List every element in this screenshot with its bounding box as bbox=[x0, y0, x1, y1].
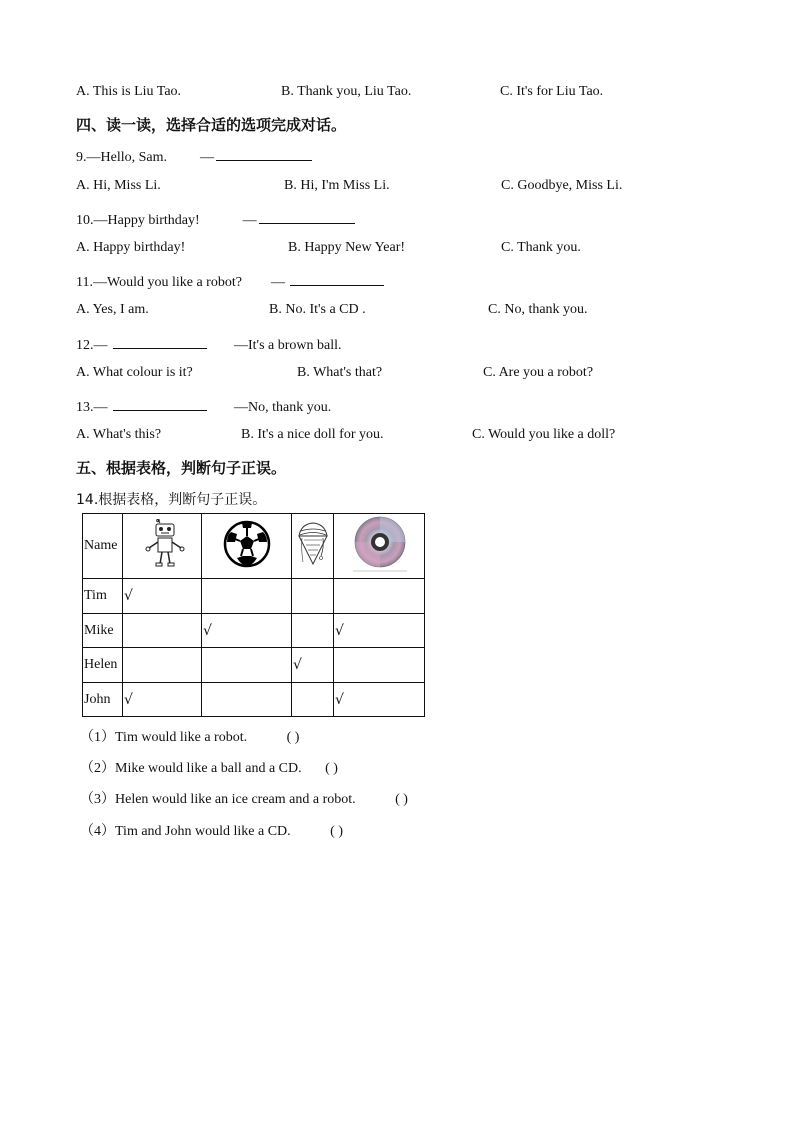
check-cell bbox=[292, 683, 334, 717]
ice-cream-icon bbox=[295, 518, 331, 570]
check-cell: √ bbox=[123, 683, 202, 717]
statement-2 bbox=[80, 757, 338, 777]
robot-icon bbox=[144, 519, 188, 569]
option-c: C. It's for Liu Tao. bbox=[500, 84, 604, 99]
question-9-option-c: C. Goodbye, Miss Li. bbox=[501, 178, 623, 193]
answer-parentheses[interactable]: ( ) bbox=[330, 824, 343, 839]
section-5-title: 五、根据表格，判断句子正误。 bbox=[76, 459, 287, 477]
check-cell: √ bbox=[292, 648, 334, 683]
question-13-option-a: A. What's this? bbox=[76, 427, 162, 442]
answer-blank[interactable] bbox=[113, 396, 207, 411]
check-cell: √ bbox=[202, 614, 292, 648]
statement-text: Helen would like an ice cream and a robot. bbox=[115, 792, 356, 807]
question-13-option-b: B. It's a nice doll for you. bbox=[241, 427, 384, 442]
soccer-ball-icon bbox=[223, 520, 271, 568]
table-row bbox=[83, 683, 425, 717]
table-row bbox=[83, 579, 425, 614]
preference-table bbox=[82, 513, 425, 717]
robot-column-header bbox=[123, 514, 202, 579]
answer-parentheses[interactable]: ( ) bbox=[286, 730, 300, 745]
row-name: Helen bbox=[83, 648, 123, 683]
check-cell: √ bbox=[123, 579, 202, 614]
answer-blank[interactable] bbox=[216, 146, 312, 161]
statement-number: （3） bbox=[80, 792, 115, 807]
question-9-option-a: A. Hi, Miss Li. bbox=[76, 178, 161, 193]
option-b: B. Thank you, Liu Tao. bbox=[281, 84, 412, 99]
check-cell: √ bbox=[334, 614, 425, 648]
question-10 bbox=[76, 209, 355, 229]
answer-parentheses[interactable]: ( ) bbox=[325, 761, 338, 776]
cd-column-header bbox=[334, 514, 425, 579]
statement-text: Mike would like a ball and a CD. bbox=[115, 761, 302, 776]
answer-dash: — bbox=[242, 213, 257, 228]
question-13-option-c: C. Would you like a doll? bbox=[472, 427, 616, 442]
question-13-stem: 13.— bbox=[76, 400, 108, 415]
statement-text: Tim and John would like a CD. bbox=[115, 824, 291, 839]
row-name: John bbox=[83, 683, 123, 717]
question-12-option-b: B. What's that? bbox=[297, 365, 383, 380]
row-name: Mike bbox=[83, 614, 123, 648]
statement-4 bbox=[80, 820, 343, 840]
question-11 bbox=[76, 271, 384, 291]
question-12-stem: 12.— bbox=[76, 338, 108, 353]
statement-number: （2） bbox=[80, 761, 115, 776]
question-9-option-b: B. Hi, I'm Miss Li. bbox=[284, 178, 390, 193]
check-cell bbox=[202, 648, 292, 683]
table-header-name: Name bbox=[83, 514, 123, 579]
question-13 bbox=[76, 396, 331, 416]
answer-dash: — bbox=[200, 150, 214, 165]
check-cell bbox=[202, 579, 292, 614]
question-12-reply: —It's a brown ball. bbox=[234, 338, 342, 353]
ice-cream-column-header bbox=[292, 514, 334, 579]
check-cell bbox=[292, 579, 334, 614]
check-cell bbox=[334, 579, 425, 614]
cd-icon bbox=[351, 515, 409, 573]
question-10-option-c: C. Thank you. bbox=[501, 240, 581, 255]
row-name: Tim bbox=[83, 579, 123, 614]
question-10-option-b: B. Happy New Year! bbox=[288, 240, 406, 255]
question-9 bbox=[76, 146, 312, 166]
question-12-option-a: A. What colour is it? bbox=[76, 365, 193, 380]
question-11-option-a: A. Yes, I am. bbox=[76, 302, 149, 317]
question-11-option-c: C. No, thank you. bbox=[488, 302, 588, 317]
question-13-reply: —No, thank you. bbox=[234, 400, 332, 415]
table-row bbox=[83, 614, 425, 648]
question-12-option-c: C. Are you a robot? bbox=[483, 365, 594, 380]
answer-blank[interactable] bbox=[113, 334, 207, 349]
question-10-option-a: A. Happy birthday! bbox=[76, 240, 186, 255]
table-row bbox=[83, 648, 425, 683]
answer-blank[interactable] bbox=[290, 271, 384, 286]
check-cell bbox=[334, 648, 425, 683]
option-a: A. This is Liu Tao. bbox=[76, 84, 182, 99]
question-11-option-b: B. No. It's a CD . bbox=[269, 302, 366, 317]
check-cell bbox=[202, 683, 292, 717]
check-cell bbox=[292, 614, 334, 648]
statement-text: Tim would like a robot. bbox=[115, 730, 248, 745]
answer-parentheses[interactable]: ( ) bbox=[395, 792, 408, 807]
statement-1 bbox=[80, 726, 299, 746]
question-11-stem: 11.—Would you like a robot? bbox=[76, 275, 242, 290]
statement-number: （1） bbox=[80, 730, 115, 745]
statement-number: （4） bbox=[80, 824, 115, 839]
ball-column-header bbox=[202, 514, 292, 579]
question-9-stem: 9.—Hello, Sam. bbox=[76, 150, 167, 165]
section-4-title: 四、读一读，选择合适的选项完成对话。 bbox=[76, 116, 347, 134]
question-12 bbox=[76, 334, 342, 354]
check-cell: √ bbox=[334, 683, 425, 717]
check-cell bbox=[123, 648, 202, 683]
statement-3 bbox=[80, 788, 408, 808]
question-14-stem: 14.根据表格，判断句子正误。 bbox=[76, 492, 267, 508]
answer-blank[interactable] bbox=[259, 209, 355, 224]
question-10-stem: 10.—Happy birthday! bbox=[76, 213, 200, 228]
check-cell bbox=[123, 614, 202, 648]
answer-dash: — bbox=[270, 275, 285, 290]
